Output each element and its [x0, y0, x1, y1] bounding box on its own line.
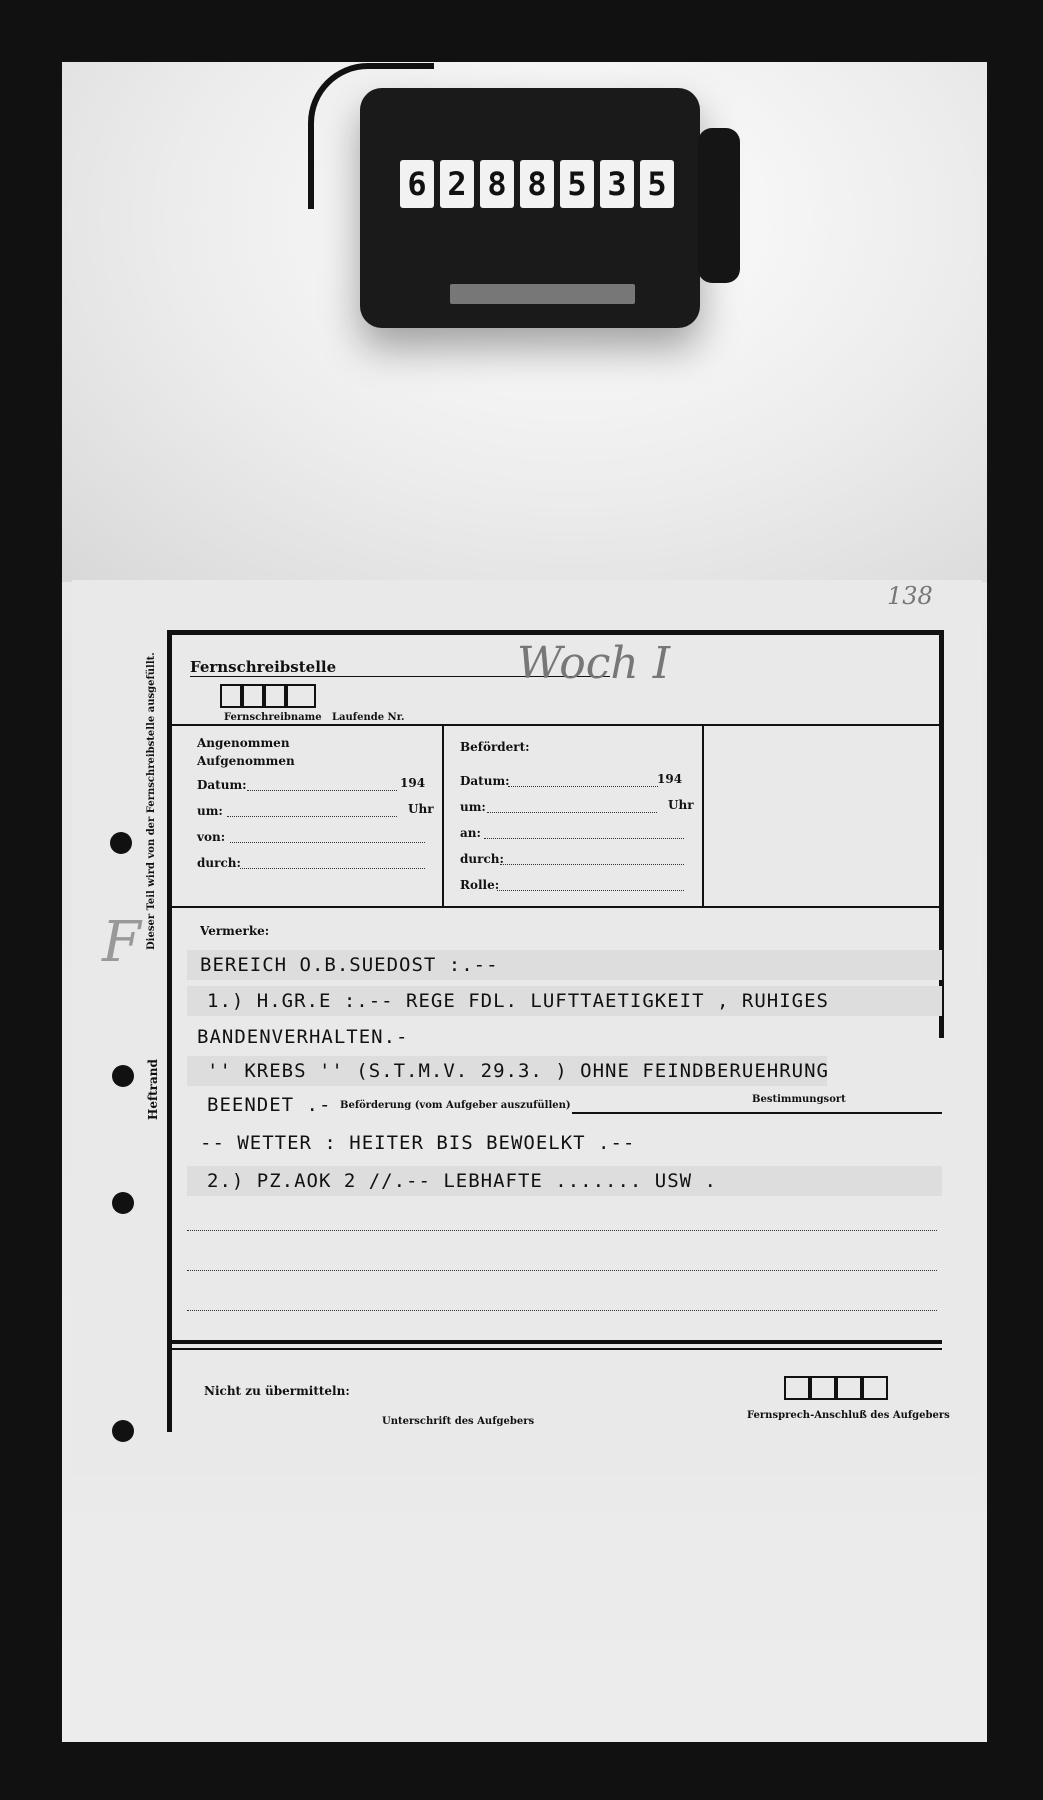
forwarded-datum-field	[508, 786, 658, 787]
forwarded-um-label: um:	[460, 800, 486, 814]
header-divider	[172, 724, 942, 726]
message-line: 1.) H.GR.E :.-- REGE FDL. LUFTTAETIGKEIT , RUHIGES	[207, 990, 829, 1012]
received-year: 194	[400, 776, 426, 790]
counter-digit: 5	[640, 160, 674, 208]
phone-box	[836, 1376, 862, 1400]
heftrand-label: Heftrand	[146, 1059, 160, 1120]
code-box	[286, 684, 316, 708]
col-divider-2	[702, 724, 704, 906]
frame-top	[167, 630, 942, 635]
punch-hole	[110, 832, 132, 854]
blank-line	[187, 1310, 937, 1311]
handwritten-margin: F	[102, 910, 141, 975]
bestimmungsort-label: Bestimmungsort	[752, 1094, 846, 1105]
received-von-label: von:	[197, 830, 226, 844]
message-line: '' KREBS '' (S.T.M.V. 29.3. ) OHNE FEINDBERUEHRUNG	[207, 1060, 829, 1082]
befoerderung-line	[572, 1112, 942, 1114]
col-divider-1	[442, 724, 444, 906]
befoerderung-label: Beförderung (vom Aufgeber auszufüllen)	[340, 1100, 571, 1111]
received-datum-label: Datum:	[197, 778, 247, 792]
laufende-nr-label: Laufende Nr.	[332, 712, 405, 723]
page-number: 138	[887, 582, 933, 610]
counter-slot	[450, 284, 635, 304]
phone-box	[862, 1376, 888, 1400]
message-line: BEENDET .-	[207, 1094, 332, 1116]
blank-line	[187, 1230, 937, 1231]
phone-box	[810, 1376, 836, 1400]
counter-knob	[698, 128, 740, 283]
counter-digit: 8	[520, 160, 554, 208]
counter-digit: 8	[480, 160, 514, 208]
counter-digit: 3	[600, 160, 634, 208]
received-um-field	[227, 816, 397, 817]
forwarded-rolle-field	[497, 890, 684, 891]
counter-digit: 5	[560, 160, 594, 208]
counter-digit: 6	[400, 160, 434, 208]
forwarded-um-field	[487, 812, 657, 813]
forwarded-uhr: Uhr	[668, 798, 694, 812]
received-durch-label: durch:	[197, 856, 241, 870]
received-durch-field	[240, 868, 425, 869]
footer-rule-thin	[172, 1348, 942, 1350]
received-uhr: Uhr	[408, 802, 434, 816]
counter-digit: 2	[440, 160, 474, 208]
forwarded-an-label: an:	[460, 826, 481, 840]
forwarded-year: 194	[657, 772, 683, 786]
frame-counter	[350, 88, 750, 338]
punch-hole	[112, 1192, 134, 1214]
fernsprech-label: Fernsprech-Anschluß des Aufgebers	[747, 1410, 950, 1421]
forwarded-durch-field	[500, 864, 684, 865]
code-box	[264, 684, 286, 708]
message-line: -- WETTER : HEITER BIS BEWOELKT .--	[200, 1132, 636, 1154]
unterschrift-label: Unterschrift des Aufgebers	[382, 1416, 535, 1427]
aufgenommen-label: Aufgenommen	[197, 754, 295, 768]
code-box	[242, 684, 264, 708]
received-um-label: um:	[197, 804, 223, 818]
blank-line	[187, 1270, 937, 1271]
side-margin-text: Dieser Teil wird von der Fernschreibstelle ausgefüllt.	[146, 652, 157, 950]
angenommen-label: Angenommen	[197, 736, 290, 750]
receipt-divider	[172, 906, 942, 908]
forwarded-rolle-label: Rolle:	[460, 878, 500, 892]
fernschreibname-label: Fernschreibname	[224, 712, 322, 723]
message-line: BEREICH O.B.SUEDOST :.--	[200, 954, 499, 976]
forwarded-durch-label: durch:	[460, 852, 504, 866]
counter-digits	[400, 160, 674, 208]
footer-rule	[172, 1340, 942, 1344]
received-datum-field	[247, 790, 397, 791]
code-box	[220, 684, 242, 708]
message-line: BANDENVERHALTEN.-	[197, 1026, 409, 1048]
forwarded-an-field	[484, 838, 684, 839]
handwritten-header: Woch I	[517, 638, 671, 689]
phone-box	[784, 1376, 810, 1400]
punch-hole	[112, 1420, 134, 1442]
teletype-form	[72, 580, 982, 1475]
form-title: Fernschreibstelle	[190, 658, 337, 676]
nicht-uebermitteln-label: Nicht zu übermitteln:	[204, 1384, 350, 1398]
punch-hole	[112, 1065, 134, 1087]
forwarded-datum-label: Datum:	[460, 774, 510, 788]
message-line: 2.) PZ.AOK 2 //.-- LEBHAFTE ....... USW .	[207, 1170, 717, 1192]
vermerke-label: Vermerke:	[200, 924, 270, 938]
befoerdert-label: Befördert:	[460, 740, 530, 754]
received-von-field	[230, 842, 425, 843]
